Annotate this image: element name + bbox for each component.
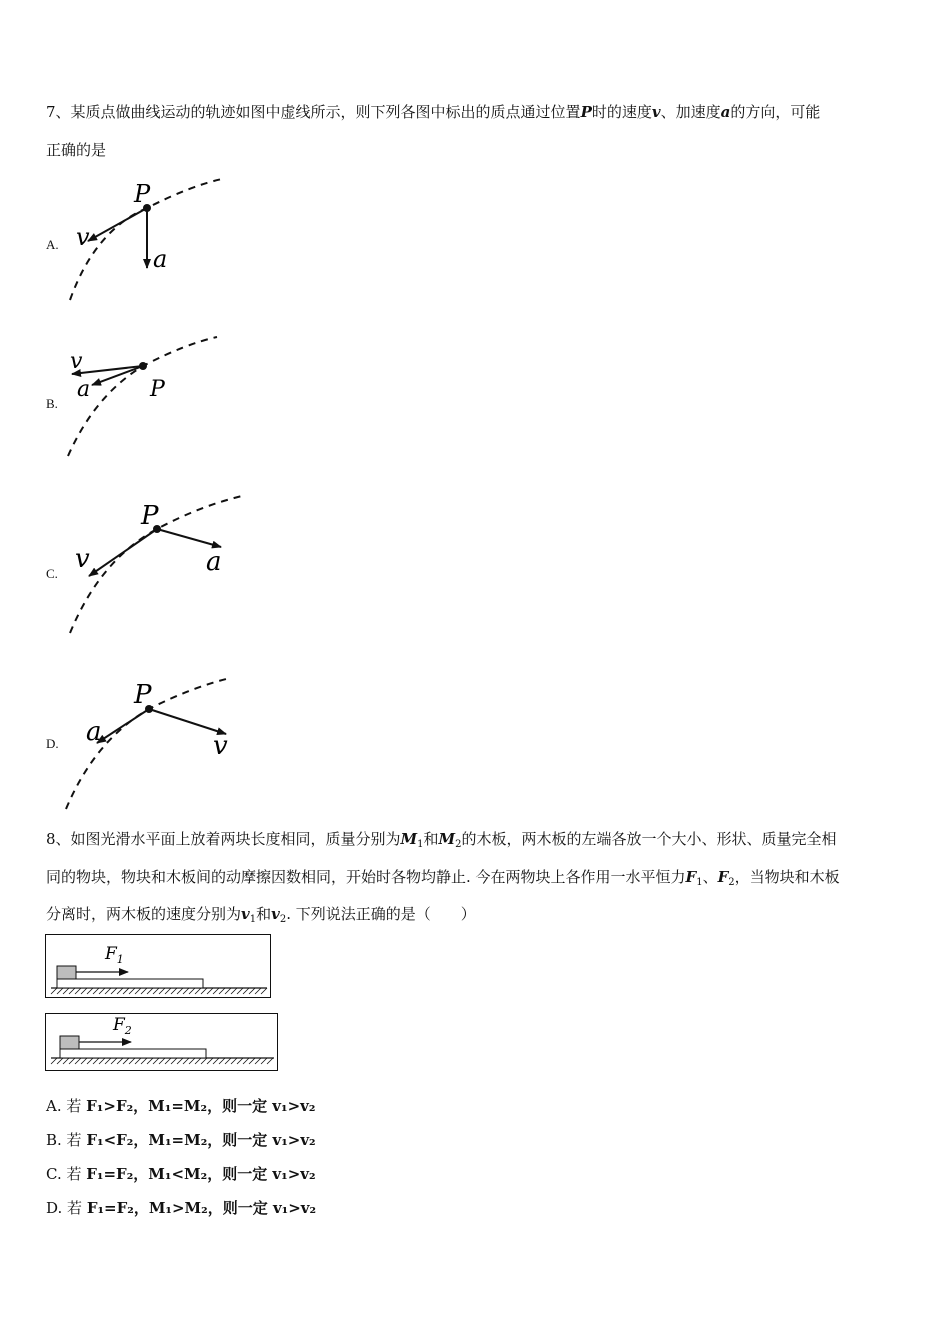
q8-option-a[interactable]: A. 若 F₁>F₂，M₁=M₂，则一定 v₁>v₂ [46, 1097, 316, 1115]
label-v: v [70, 349, 83, 374]
acceleration-arrow [97, 709, 149, 743]
q7-option-a-label[interactable]: A. [46, 237, 59, 252]
q7-stem-line1: 7、某质点做曲线运动的轨迹如图中虚线所示，则下列各图中标出的质点通过位置P时的速度v、加速度a的方向，可能 [46, 103, 821, 121]
q8-option-c[interactable]: C. 若 F₁=F₂，M₁<M₂，则一定 v₁>v₂ [46, 1165, 316, 1183]
force-label: $F_1$ [105, 944, 124, 966]
q8-option-b[interactable]: B. 若 F₁<F₂，M₁=M₂，则一定 v₁>v₂ [46, 1131, 316, 1149]
q8-option-d[interactable]: D. 若 F₁=F₂，M₁>M₂，则一定 v₁>v₂ [46, 1199, 317, 1217]
label-v: v [75, 544, 90, 574]
q8-figure-2 [45, 1013, 278, 1071]
label-p: P [134, 180, 151, 208]
q7-option-d-label[interactable]: D. [46, 736, 59, 751]
label-a: a [153, 245, 168, 273]
block [60, 1036, 79, 1049]
q8-stem-line2: 同的物块，物块和木板间的动摩擦因数相同，开始时各物均静止. 今在两物块上各作用一水平恒力$F_1$、$F_2$，当物块和木板 [46, 868, 840, 888]
board [57, 979, 203, 988]
q7-option-c-label[interactable]: C. [46, 566, 58, 581]
label-v: v [213, 731, 228, 761]
label-v: v [76, 223, 90, 251]
q8-stem-line1: 8、如图光滑水平面上放着两块长度相同，质量分别为$M_1$和$M_2$的木板，两木板的左端各放一个大小、形状、质量完全相 [46, 830, 837, 850]
board [60, 1049, 206, 1058]
block [57, 966, 76, 979]
q8-stem-line3: 分离时，两木板的速度分别为$v_1$和$v_2$. 下列说法正确的是（ ） [46, 905, 476, 925]
q7-option-b-label[interactable]: B. [46, 396, 58, 411]
q7-stem-line2: 正确的是 [46, 141, 107, 159]
label-a: a [206, 547, 222, 577]
label-p: P [150, 377, 165, 402]
label-a: a [77, 377, 91, 402]
force-label: $F_2$ [113, 1015, 132, 1037]
label-p: P [141, 501, 159, 531]
label-a: a [86, 717, 102, 747]
label-p: P [134, 680, 152, 710]
q8-figure-1 [45, 934, 271, 998]
